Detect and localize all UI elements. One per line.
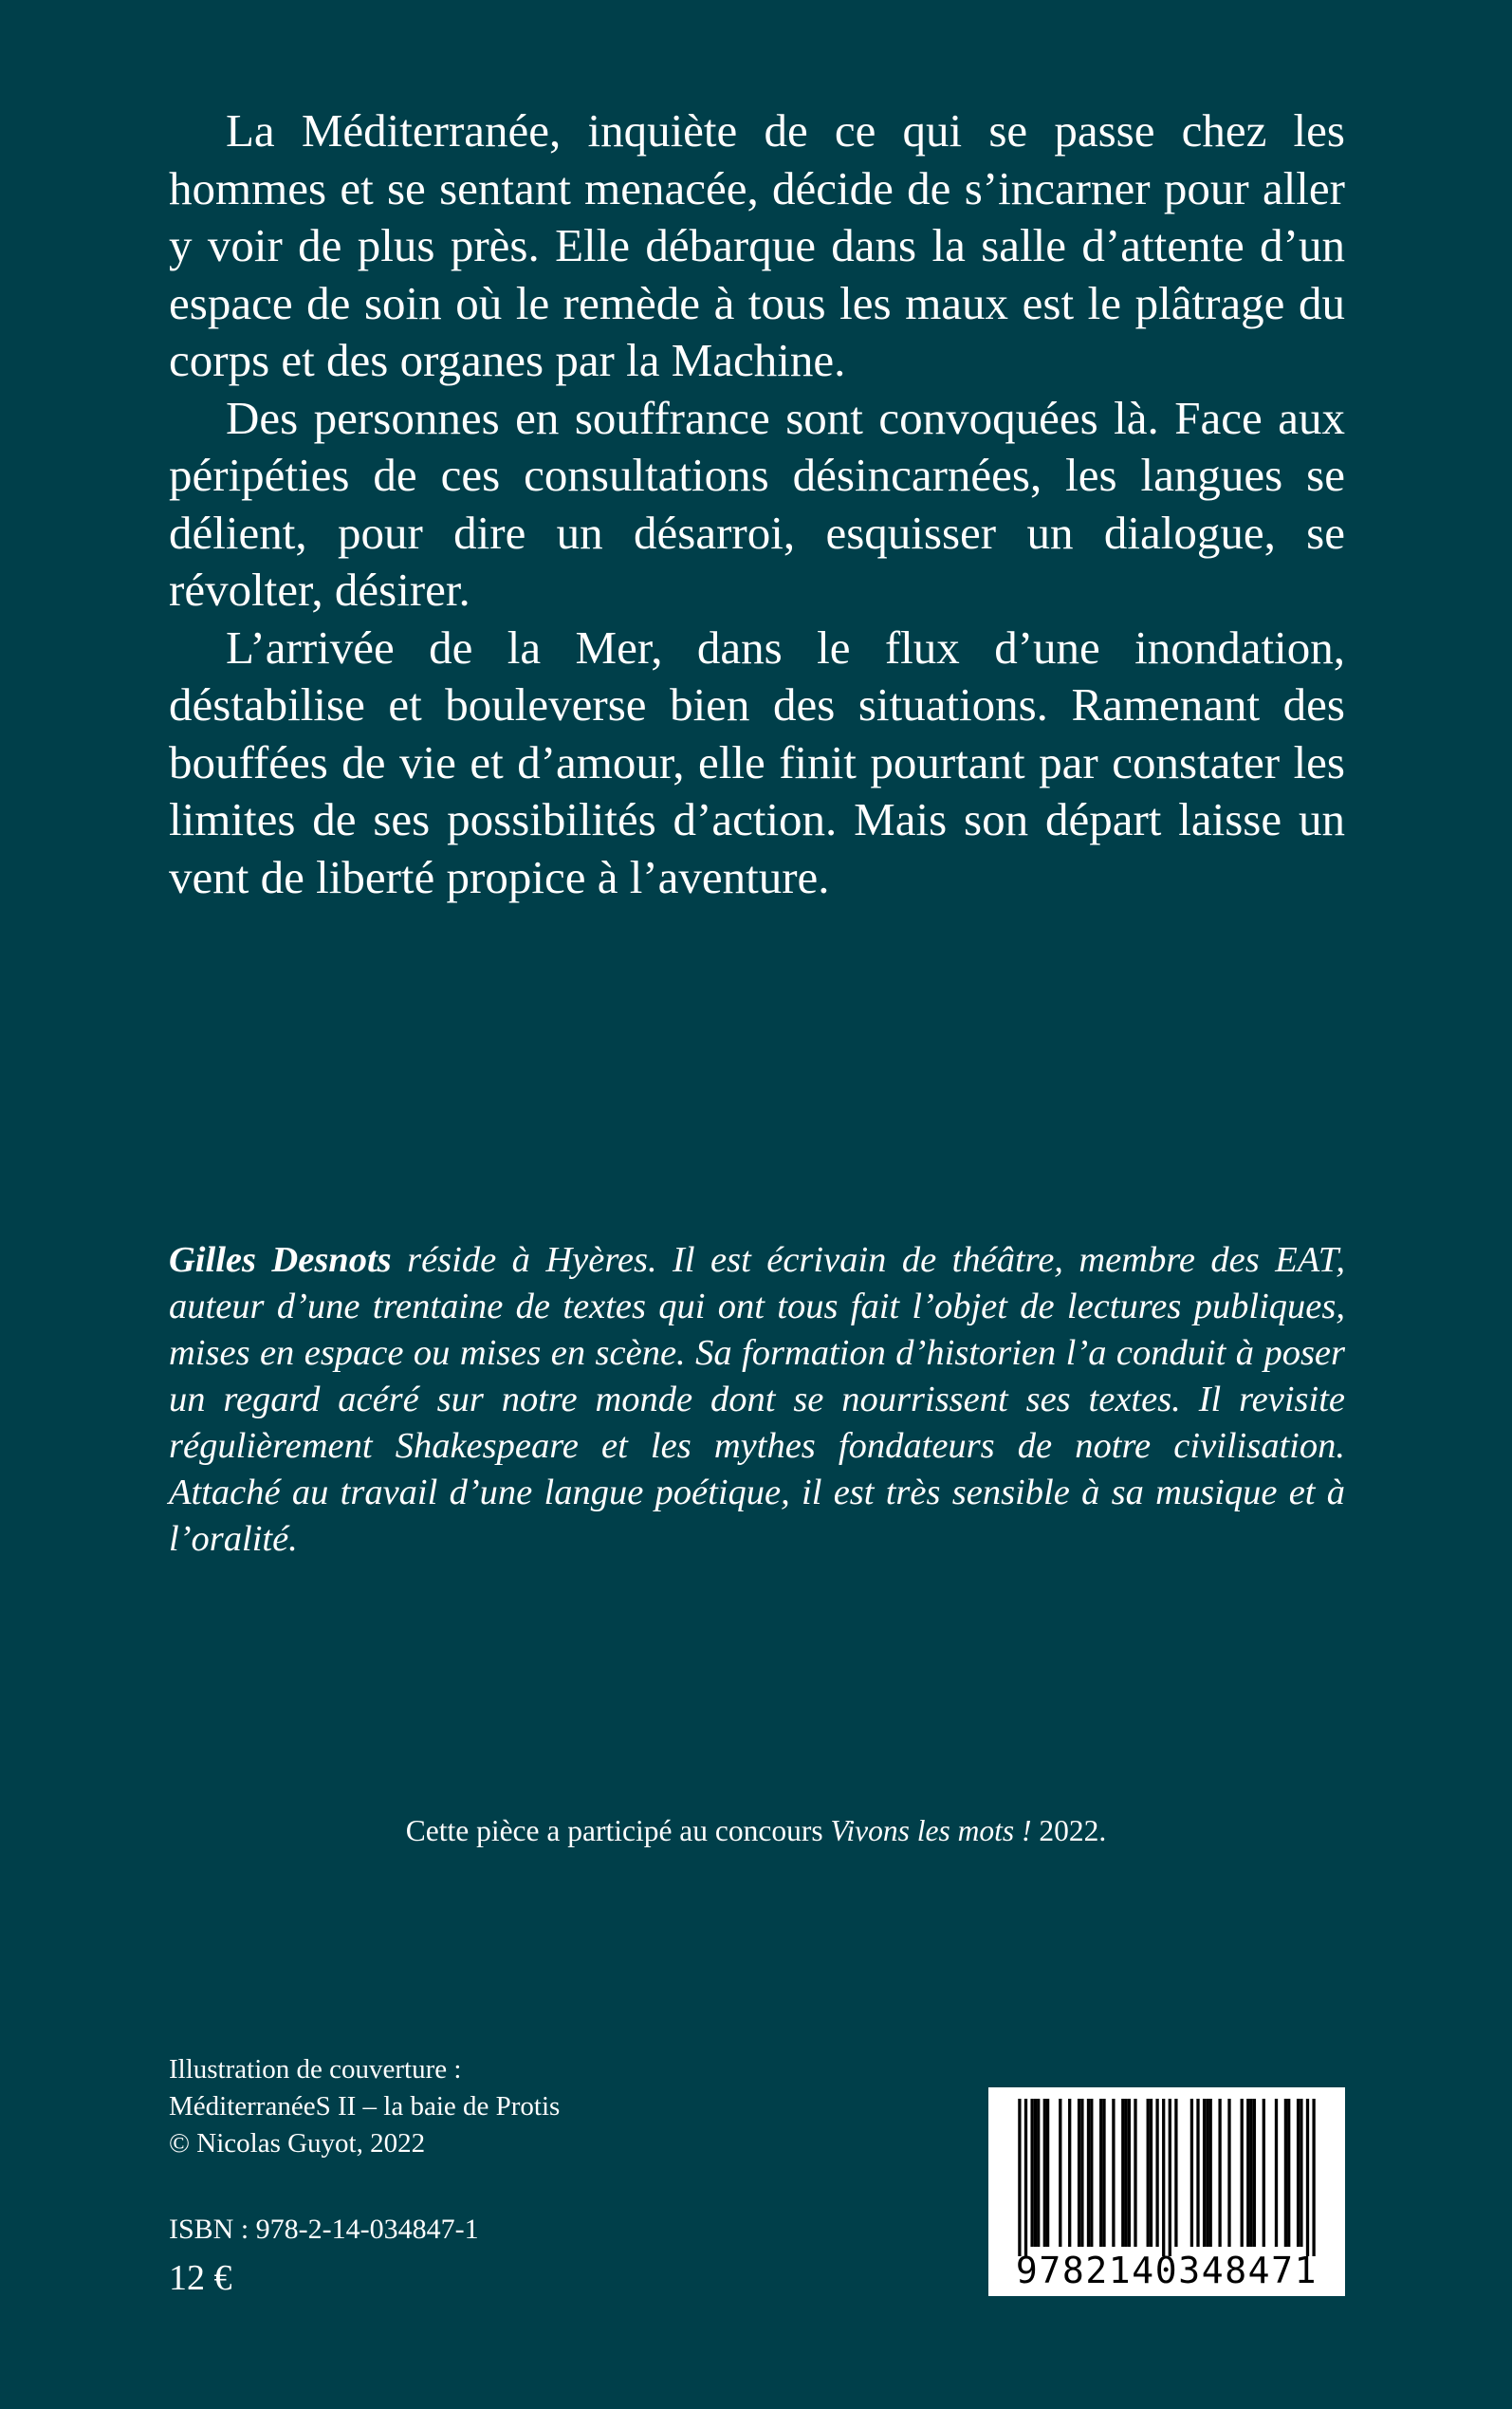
barcode-bar bbox=[1209, 2099, 1212, 2247]
barcode-bar bbox=[1297, 2099, 1300, 2247]
barcode-bar bbox=[1190, 2099, 1193, 2247]
barcode-bar bbox=[1078, 2099, 1080, 2247]
barcode-bar bbox=[1037, 2099, 1040, 2247]
barcode-bar bbox=[1174, 2099, 1177, 2247]
cover-credits bbox=[169, 2051, 560, 2162]
summary-paragraph: L’arrivée de la Mer, dans le flux d’une inondation, déstabilise et bouleverse bien des situations. Ramenant des bouffées de vie et d’amour, elle finit pourtant par constater les limites de ses possibilités d’action. Mais son départ laisse un vent de liberté propice à l’aventure. bbox=[169, 621, 1345, 903]
credits-copyright: © Nicolas Guyot, 2022 bbox=[169, 2128, 426, 2159]
barcode-bar bbox=[1253, 2099, 1256, 2247]
barcode-bar bbox=[1030, 2099, 1033, 2247]
barcode-bar bbox=[1068, 2099, 1071, 2247]
barcode-bar bbox=[1090, 2099, 1093, 2247]
barcode-bar bbox=[1112, 2099, 1115, 2247]
barcode-bar bbox=[1046, 2099, 1049, 2247]
barcode-digits: 9782140348471 bbox=[1015, 2250, 1318, 2291]
barcode-bar bbox=[1102, 2099, 1105, 2247]
barcode-bar bbox=[1196, 2099, 1199, 2247]
barcode-bar bbox=[1287, 2099, 1290, 2247]
credits-title: MéditerranéeS II – la baie de Protis bbox=[169, 2091, 561, 2122]
isbn: ISBN : 978-2-14-034847-1 bbox=[169, 2214, 479, 2245]
barcode-bar bbox=[1206, 2099, 1208, 2247]
barcode-bar bbox=[1284, 2099, 1287, 2247]
author-name: Gilles Desnots bbox=[169, 1240, 392, 1280]
barcode-bar bbox=[1312, 2099, 1315, 2256]
contest-note bbox=[0, 1812, 1512, 1850]
barcode-bar bbox=[1124, 2099, 1127, 2247]
barcode bbox=[988, 2087, 1345, 2296]
barcode-bar bbox=[1080, 2099, 1083, 2247]
barcode-bar bbox=[1128, 2099, 1131, 2247]
summary-paragraph: Des personnes en souffrance sont convoquées là. Face aux péripéties de ces consultations désincarnées, les langues se délient, pour dire un désarroi, esquisser un dialogue, se révolter, désirer. bbox=[169, 391, 1345, 616]
barcode-bar bbox=[1059, 2099, 1061, 2247]
barcode-bar bbox=[1169, 2099, 1171, 2256]
book-summary bbox=[169, 102, 1345, 906]
summary-paragraph: La Méditerranée, inquiète de ce qui se passe chez les hommes et se sentant menacée, décide de s’incarner pour aller y voir de plus près. Elle débarque dans la salle d’attente d’un espace de soin où le remède à tous les maux est le plâtrage du corps et des organes par la Machine. bbox=[169, 104, 1345, 386]
author-bio-text: réside à Hyères. Il est écrivain de théâtre, membre des EAT, auteur d’une trentaine de textes qui ont tous fait l’objet de lectures publiques, mises en espace ou mises en scène. Sa formation d’historien l’a conduit à poser un regard acéré sur notre monde dont se nourrissent ses textes. Il revisite régulièrement Shakespeare et les mythes fondateurs de notre civilisation. Attaché au travail d’une langue poétique, il est très sensible à sa musique et à l’oralité. bbox=[169, 1240, 1345, 1559]
price: 12 € bbox=[169, 2258, 232, 2298]
barcode-bar bbox=[1087, 2099, 1090, 2247]
credits-heading: Illustration de couverture : bbox=[169, 2054, 462, 2085]
barcode-bar bbox=[1155, 2099, 1158, 2247]
barcode-bar bbox=[1121, 2099, 1124, 2247]
barcode-bar bbox=[1018, 2099, 1021, 2256]
author-bio bbox=[169, 1237, 1345, 1563]
contest-year: 2022. bbox=[1031, 1814, 1107, 1847]
barcode-bar bbox=[1203, 2099, 1206, 2247]
barcode-bar bbox=[1024, 2099, 1027, 2256]
contest-prefix: Cette pièce a participé au concours bbox=[405, 1814, 831, 1847]
barcode-bar bbox=[1275, 2099, 1278, 2247]
barcode-bar bbox=[1147, 2099, 1150, 2247]
barcode-bar bbox=[1227, 2099, 1230, 2247]
barcode-bar bbox=[1249, 2099, 1252, 2247]
contest-name: Vivons les mots ! bbox=[830, 1814, 1032, 1847]
barcode-bar bbox=[1263, 2099, 1265, 2247]
barcode-bar bbox=[1300, 2099, 1302, 2247]
barcode-bar bbox=[1134, 2099, 1136, 2247]
barcode-bar bbox=[1043, 2099, 1046, 2247]
barcode-bar bbox=[1034, 2099, 1037, 2247]
barcode-bar bbox=[1246, 2099, 1249, 2247]
barcode-bar bbox=[1241, 2099, 1244, 2247]
barcode-bar bbox=[1306, 2099, 1309, 2256]
barcode-bar bbox=[1099, 2099, 1102, 2247]
barcode-bar bbox=[1150, 2099, 1152, 2247]
barcode-bar bbox=[1218, 2099, 1221, 2247]
barcode-bar bbox=[1162, 2099, 1165, 2256]
